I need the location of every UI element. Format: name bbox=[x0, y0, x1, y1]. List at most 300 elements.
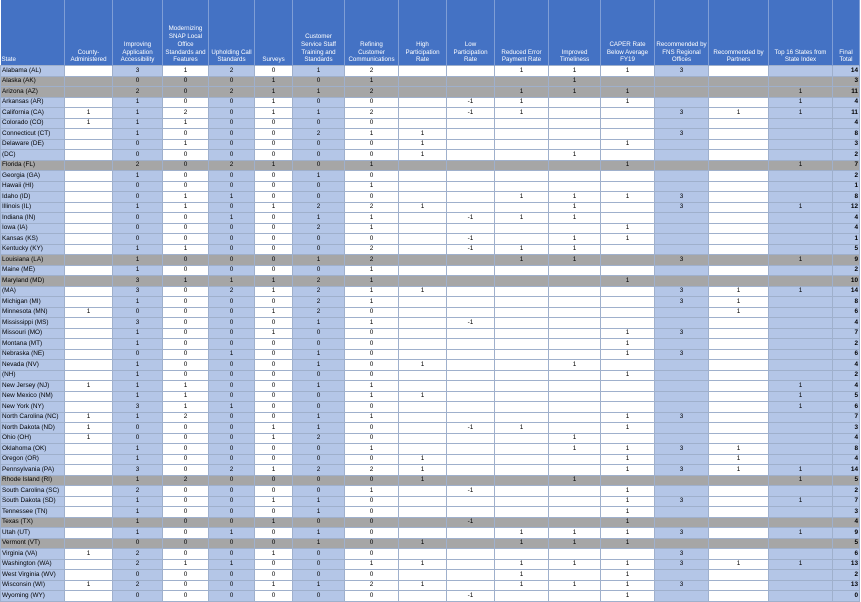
score-cell bbox=[447, 454, 495, 465]
score-cell bbox=[399, 244, 447, 255]
score-cell bbox=[549, 412, 601, 423]
score-cell: 0 bbox=[293, 402, 345, 413]
score-cell: 3 bbox=[113, 276, 163, 287]
score-cell bbox=[495, 328, 549, 339]
score-cell: 2 bbox=[345, 87, 399, 98]
score-cell bbox=[549, 339, 601, 350]
score-cell bbox=[399, 97, 447, 108]
final-total-cell: 14 bbox=[833, 465, 860, 476]
table-row bbox=[1, 423, 860, 434]
state-name-cell: North Carolina (NC) bbox=[1, 412, 65, 423]
score-cell: 1 bbox=[113, 475, 163, 486]
score-cell: 1 bbox=[293, 580, 345, 591]
score-cell: 0 bbox=[293, 486, 345, 497]
score-cell bbox=[601, 244, 655, 255]
state-name-cell: West Virginia (WV) bbox=[1, 570, 65, 581]
score-cell bbox=[65, 171, 113, 182]
score-cell: 2 bbox=[345, 202, 399, 213]
score-cell: 0 bbox=[255, 265, 293, 276]
final-total-cell: 6 bbox=[833, 402, 860, 413]
score-cell: 0 bbox=[293, 139, 345, 150]
score-cell bbox=[447, 255, 495, 266]
score-cell bbox=[709, 570, 769, 581]
score-cell: 0 bbox=[163, 76, 209, 87]
score-cell: 3 bbox=[655, 580, 709, 591]
score-cell bbox=[495, 454, 549, 465]
score-cell: 0 bbox=[113, 591, 163, 602]
state-name-cell: Kentucky (KY) bbox=[1, 244, 65, 255]
score-cell bbox=[655, 181, 709, 192]
score-cell bbox=[549, 129, 601, 140]
score-cell: 0 bbox=[345, 139, 399, 150]
score-cell: 1 bbox=[769, 202, 833, 213]
score-cell: 1 bbox=[209, 349, 255, 360]
final-total-cell: 4 bbox=[833, 433, 860, 444]
score-cell: 1 bbox=[293, 538, 345, 549]
score-cell bbox=[399, 549, 447, 560]
score-cell bbox=[65, 244, 113, 255]
state-name-cell: Oregon (OR) bbox=[1, 454, 65, 465]
state-name-cell: New Mexico (NM) bbox=[1, 391, 65, 402]
score-cell: 1 bbox=[163, 244, 209, 255]
score-cell: 0 bbox=[163, 370, 209, 381]
score-cell bbox=[709, 517, 769, 528]
score-cell bbox=[601, 255, 655, 266]
state-name-cell: Nevada (NV) bbox=[1, 360, 65, 371]
score-cell: 0 bbox=[293, 339, 345, 350]
score-cell: 0 bbox=[345, 118, 399, 129]
score-cell bbox=[601, 297, 655, 308]
score-cell: 1 bbox=[601, 328, 655, 339]
score-cell: 1 bbox=[399, 580, 447, 591]
score-cell: 1 bbox=[345, 129, 399, 140]
state-name-cell: New Jersey (NJ) bbox=[1, 381, 65, 392]
score-cell: 2 bbox=[293, 307, 345, 318]
score-cell bbox=[549, 181, 601, 192]
score-cell: 1 bbox=[495, 423, 549, 434]
score-cell: 1 bbox=[601, 192, 655, 203]
score-cell bbox=[549, 496, 601, 507]
score-cell bbox=[549, 307, 601, 318]
final-total-cell: 4 bbox=[833, 223, 860, 234]
score-cell bbox=[447, 444, 495, 455]
score-cell: 1 bbox=[549, 528, 601, 539]
score-cell bbox=[399, 528, 447, 539]
score-cell: 0 bbox=[255, 244, 293, 255]
score-cell: 0 bbox=[209, 423, 255, 434]
score-cell bbox=[769, 223, 833, 234]
score-cell bbox=[709, 66, 769, 77]
score-cell: 2 bbox=[345, 255, 399, 266]
score-cell: 1 bbox=[113, 360, 163, 371]
score-cell bbox=[709, 381, 769, 392]
score-cell bbox=[769, 76, 833, 87]
score-cell bbox=[399, 349, 447, 360]
score-cell: 0 bbox=[163, 433, 209, 444]
score-cell: 0 bbox=[209, 318, 255, 329]
state-name-cell: Florida (FL) bbox=[1, 160, 65, 171]
score-cell bbox=[65, 160, 113, 171]
score-cell bbox=[399, 255, 447, 266]
score-cell: 1 bbox=[495, 192, 549, 203]
score-cell bbox=[447, 66, 495, 77]
score-cell: 1 bbox=[601, 66, 655, 77]
score-cell bbox=[399, 318, 447, 329]
score-cell bbox=[447, 496, 495, 507]
score-cell: 1 bbox=[293, 349, 345, 360]
score-cell bbox=[447, 171, 495, 182]
score-cell bbox=[655, 391, 709, 402]
score-cell bbox=[655, 370, 709, 381]
final-total-cell: 10 bbox=[833, 276, 860, 287]
score-cell bbox=[65, 318, 113, 329]
score-cell: 1 bbox=[549, 150, 601, 161]
table-row bbox=[1, 202, 860, 213]
score-cell: 0 bbox=[163, 486, 209, 497]
score-cell bbox=[65, 486, 113, 497]
score-cell: 0 bbox=[163, 507, 209, 518]
score-cell bbox=[447, 381, 495, 392]
score-cell: 3 bbox=[655, 297, 709, 308]
score-cell: 0 bbox=[113, 423, 163, 434]
score-cell: 0 bbox=[255, 402, 293, 413]
score-cell: 1 bbox=[709, 454, 769, 465]
score-cell bbox=[709, 255, 769, 266]
score-cell bbox=[65, 444, 113, 455]
score-cell: 1 bbox=[601, 160, 655, 171]
score-cell bbox=[709, 202, 769, 213]
score-cell: 1 bbox=[549, 66, 601, 77]
score-cell bbox=[65, 465, 113, 476]
score-cell bbox=[655, 486, 709, 497]
score-cell: 0 bbox=[345, 402, 399, 413]
score-cell: 1 bbox=[601, 454, 655, 465]
score-cell bbox=[65, 391, 113, 402]
table-row bbox=[1, 465, 860, 476]
state-name-cell: Utah (UT) bbox=[1, 528, 65, 539]
score-cell: 1 bbox=[769, 108, 833, 119]
score-cell: 1 bbox=[549, 202, 601, 213]
score-cell: 1 bbox=[399, 202, 447, 213]
score-cell: 0 bbox=[163, 129, 209, 140]
score-cell bbox=[655, 276, 709, 287]
state-name-cell: Maine (ME) bbox=[1, 265, 65, 276]
score-cell: 2 bbox=[113, 87, 163, 98]
final-total-cell: 4 bbox=[833, 213, 860, 224]
score-cell: 0 bbox=[255, 349, 293, 360]
table-row bbox=[1, 507, 860, 518]
score-cell: 1 bbox=[209, 276, 255, 287]
state-name-cell: Maryland (MD) bbox=[1, 276, 65, 287]
score-cell: 0 bbox=[209, 381, 255, 392]
score-cell: 1 bbox=[601, 517, 655, 528]
score-cell: 0 bbox=[255, 559, 293, 570]
final-total-cell: 7 bbox=[833, 496, 860, 507]
score-cell: 1 bbox=[601, 339, 655, 350]
table-row bbox=[1, 549, 860, 560]
score-cell: 1 bbox=[495, 213, 549, 224]
score-cell bbox=[655, 517, 709, 528]
score-cell: 1 bbox=[293, 108, 345, 119]
score-cell bbox=[769, 265, 833, 276]
table-row bbox=[1, 129, 860, 140]
score-cell: 0 bbox=[255, 370, 293, 381]
column-header: Surveys bbox=[255, 0, 293, 66]
score-cell bbox=[709, 591, 769, 602]
final-total-cell: 2 bbox=[833, 339, 860, 350]
score-cell bbox=[447, 402, 495, 413]
score-cell: 2 bbox=[113, 486, 163, 497]
score-cell bbox=[495, 402, 549, 413]
score-cell bbox=[549, 486, 601, 497]
table-row bbox=[1, 192, 860, 203]
score-cell: 0 bbox=[209, 496, 255, 507]
score-cell bbox=[495, 349, 549, 360]
score-cell: 1 bbox=[399, 129, 447, 140]
score-cell: 1 bbox=[209, 528, 255, 539]
score-cell: 1 bbox=[345, 76, 399, 87]
score-cell bbox=[447, 328, 495, 339]
score-cell: 1 bbox=[769, 87, 833, 98]
column-header: Improving Application Accessibility bbox=[113, 0, 163, 66]
score-cell: 0 bbox=[209, 486, 255, 497]
score-cell: -1 bbox=[447, 244, 495, 255]
score-cell bbox=[769, 328, 833, 339]
column-header: Upholding Call Standards bbox=[209, 0, 255, 66]
score-cell: 1 bbox=[209, 213, 255, 224]
final-total-cell: 13 bbox=[833, 580, 860, 591]
score-cell: 0 bbox=[345, 517, 399, 528]
score-cell bbox=[65, 234, 113, 245]
state-name-cell: Arkansas (AR) bbox=[1, 97, 65, 108]
state-name-cell: Michigan (MI) bbox=[1, 297, 65, 308]
score-cell bbox=[601, 171, 655, 182]
score-cell: 1 bbox=[601, 580, 655, 591]
score-cell bbox=[769, 370, 833, 381]
score-cell bbox=[65, 538, 113, 549]
column-header: Customer Service Staff Training and Standards bbox=[293, 0, 345, 66]
score-cell bbox=[601, 402, 655, 413]
header-row bbox=[1, 0, 860, 66]
score-cell bbox=[769, 360, 833, 371]
score-cell bbox=[655, 265, 709, 276]
final-total-cell: 11 bbox=[833, 87, 860, 98]
score-cell bbox=[769, 139, 833, 150]
score-cell: -1 bbox=[447, 486, 495, 497]
score-cell: 0 bbox=[163, 213, 209, 224]
score-cell: 2 bbox=[293, 286, 345, 297]
score-cell: 0 bbox=[345, 171, 399, 182]
score-cell: 2 bbox=[293, 202, 345, 213]
score-cell bbox=[655, 591, 709, 602]
column-header: Recommended by Partners bbox=[709, 0, 769, 66]
final-total-cell: 3 bbox=[833, 139, 860, 150]
score-cell: 3 bbox=[655, 444, 709, 455]
score-cell: 0 bbox=[209, 255, 255, 266]
score-cell bbox=[447, 360, 495, 371]
state-name-cell: (MA) bbox=[1, 286, 65, 297]
final-total-cell: 5 bbox=[833, 244, 860, 255]
score-cell: 1 bbox=[495, 255, 549, 266]
score-cell: 1 bbox=[65, 381, 113, 392]
score-cell: 0 bbox=[209, 538, 255, 549]
score-cell bbox=[65, 507, 113, 518]
score-cell bbox=[549, 297, 601, 308]
table-row bbox=[1, 486, 860, 497]
score-cell bbox=[601, 381, 655, 392]
score-cell: 0 bbox=[113, 433, 163, 444]
score-cell: 0 bbox=[345, 192, 399, 203]
state-name-cell: Idaho (ID) bbox=[1, 192, 65, 203]
score-cell bbox=[495, 339, 549, 350]
score-cell bbox=[709, 349, 769, 360]
score-cell bbox=[655, 507, 709, 518]
score-cell bbox=[549, 108, 601, 119]
score-cell bbox=[495, 318, 549, 329]
score-cell bbox=[399, 517, 447, 528]
score-cell: 1 bbox=[601, 87, 655, 98]
state-name-cell: Nebraska (NE) bbox=[1, 349, 65, 360]
score-cell bbox=[399, 87, 447, 98]
score-cell: 0 bbox=[209, 328, 255, 339]
state-name-cell: Texas (TX) bbox=[1, 517, 65, 528]
score-cell: 1 bbox=[549, 255, 601, 266]
score-cell: 1 bbox=[549, 559, 601, 570]
score-cell: 1 bbox=[601, 570, 655, 581]
score-cell: 1 bbox=[65, 118, 113, 129]
score-cell: 0 bbox=[345, 433, 399, 444]
score-cell: 1 bbox=[209, 192, 255, 203]
score-cell bbox=[399, 181, 447, 192]
final-total-cell: 4 bbox=[833, 381, 860, 392]
final-total-cell: 7 bbox=[833, 328, 860, 339]
score-cell: 1 bbox=[601, 349, 655, 360]
score-cell: 0 bbox=[255, 381, 293, 392]
score-cell bbox=[769, 444, 833, 455]
score-cell: 0 bbox=[293, 517, 345, 528]
score-cell bbox=[447, 528, 495, 539]
score-cell: 1 bbox=[549, 580, 601, 591]
score-cell bbox=[495, 360, 549, 371]
score-cell: 0 bbox=[209, 265, 255, 276]
score-cell: 0 bbox=[345, 234, 399, 245]
score-cell: 0 bbox=[345, 507, 399, 518]
score-cell: 1 bbox=[399, 538, 447, 549]
score-cell: 1 bbox=[601, 276, 655, 287]
score-cell: 1 bbox=[163, 118, 209, 129]
column-header: County-Administered bbox=[65, 0, 113, 66]
score-cell: 1 bbox=[65, 412, 113, 423]
score-cell bbox=[65, 202, 113, 213]
score-cell: 2 bbox=[345, 465, 399, 476]
score-cell bbox=[709, 160, 769, 171]
score-cell: 0 bbox=[113, 192, 163, 203]
score-cell: 1 bbox=[113, 265, 163, 276]
score-cell: 0 bbox=[255, 570, 293, 581]
score-cell: 0 bbox=[255, 391, 293, 402]
score-cell: 0 bbox=[209, 370, 255, 381]
score-cell bbox=[769, 486, 833, 497]
score-cell: 0 bbox=[209, 391, 255, 402]
score-cell: 0 bbox=[293, 265, 345, 276]
score-cell: 2 bbox=[293, 465, 345, 476]
score-cell bbox=[601, 433, 655, 444]
final-total-cell: 5 bbox=[833, 475, 860, 486]
score-cell bbox=[65, 517, 113, 528]
score-cell: 2 bbox=[293, 223, 345, 234]
score-cell: 0 bbox=[345, 496, 399, 507]
score-cell: 1 bbox=[255, 496, 293, 507]
score-cell bbox=[709, 223, 769, 234]
score-cell: 0 bbox=[255, 339, 293, 350]
score-cell: 1 bbox=[709, 444, 769, 455]
score-cell: 0 bbox=[209, 181, 255, 192]
score-cell bbox=[769, 150, 833, 161]
score-cell bbox=[769, 591, 833, 602]
score-cell: 0 bbox=[255, 507, 293, 518]
score-cell bbox=[601, 150, 655, 161]
score-cell: 2 bbox=[293, 276, 345, 287]
state-name-cell: North Dakota (ND) bbox=[1, 423, 65, 434]
score-cell bbox=[495, 391, 549, 402]
score-cell: 0 bbox=[255, 412, 293, 423]
final-total-cell: 12 bbox=[833, 202, 860, 213]
table-row bbox=[1, 391, 860, 402]
score-cell bbox=[655, 76, 709, 87]
score-cell: 1 bbox=[293, 213, 345, 224]
score-cell: 0 bbox=[163, 181, 209, 192]
score-cell bbox=[655, 118, 709, 129]
score-cell: 2 bbox=[113, 580, 163, 591]
score-cell bbox=[601, 202, 655, 213]
score-cell: 2 bbox=[209, 66, 255, 77]
score-cell: 1 bbox=[601, 559, 655, 570]
score-cell: 0 bbox=[255, 360, 293, 371]
score-cell bbox=[549, 118, 601, 129]
score-cell: -1 bbox=[447, 591, 495, 602]
score-cell: 3 bbox=[113, 286, 163, 297]
score-cell: 1 bbox=[345, 181, 399, 192]
score-cell: 0 bbox=[209, 171, 255, 182]
score-cell: 0 bbox=[345, 528, 399, 539]
column-header: Top 16 States from State Index bbox=[769, 0, 833, 66]
score-cell: 0 bbox=[293, 244, 345, 255]
column-header: CAPER Rate Below Average FY19 bbox=[601, 0, 655, 66]
state-name-cell: South Carolina (SC) bbox=[1, 486, 65, 497]
score-cell: 2 bbox=[209, 87, 255, 98]
score-cell: 1 bbox=[399, 150, 447, 161]
score-cell: 1 bbox=[163, 381, 209, 392]
score-cell bbox=[447, 160, 495, 171]
score-cell: 0 bbox=[209, 549, 255, 560]
score-cell bbox=[655, 97, 709, 108]
table-row bbox=[1, 223, 860, 234]
score-cell: 0 bbox=[113, 234, 163, 245]
score-cell bbox=[549, 402, 601, 413]
score-cell: 0 bbox=[163, 223, 209, 234]
score-cell: 0 bbox=[163, 97, 209, 108]
score-cell: 0 bbox=[255, 591, 293, 602]
score-cell bbox=[495, 202, 549, 213]
score-cell bbox=[495, 223, 549, 234]
score-cell: 1 bbox=[113, 412, 163, 423]
column-header: Low Participation Rate bbox=[447, 0, 495, 66]
score-cell: 2 bbox=[163, 475, 209, 486]
score-cell: 1 bbox=[549, 76, 601, 87]
score-cell bbox=[399, 570, 447, 581]
score-cell: 0 bbox=[345, 150, 399, 161]
score-cell: 0 bbox=[209, 223, 255, 234]
